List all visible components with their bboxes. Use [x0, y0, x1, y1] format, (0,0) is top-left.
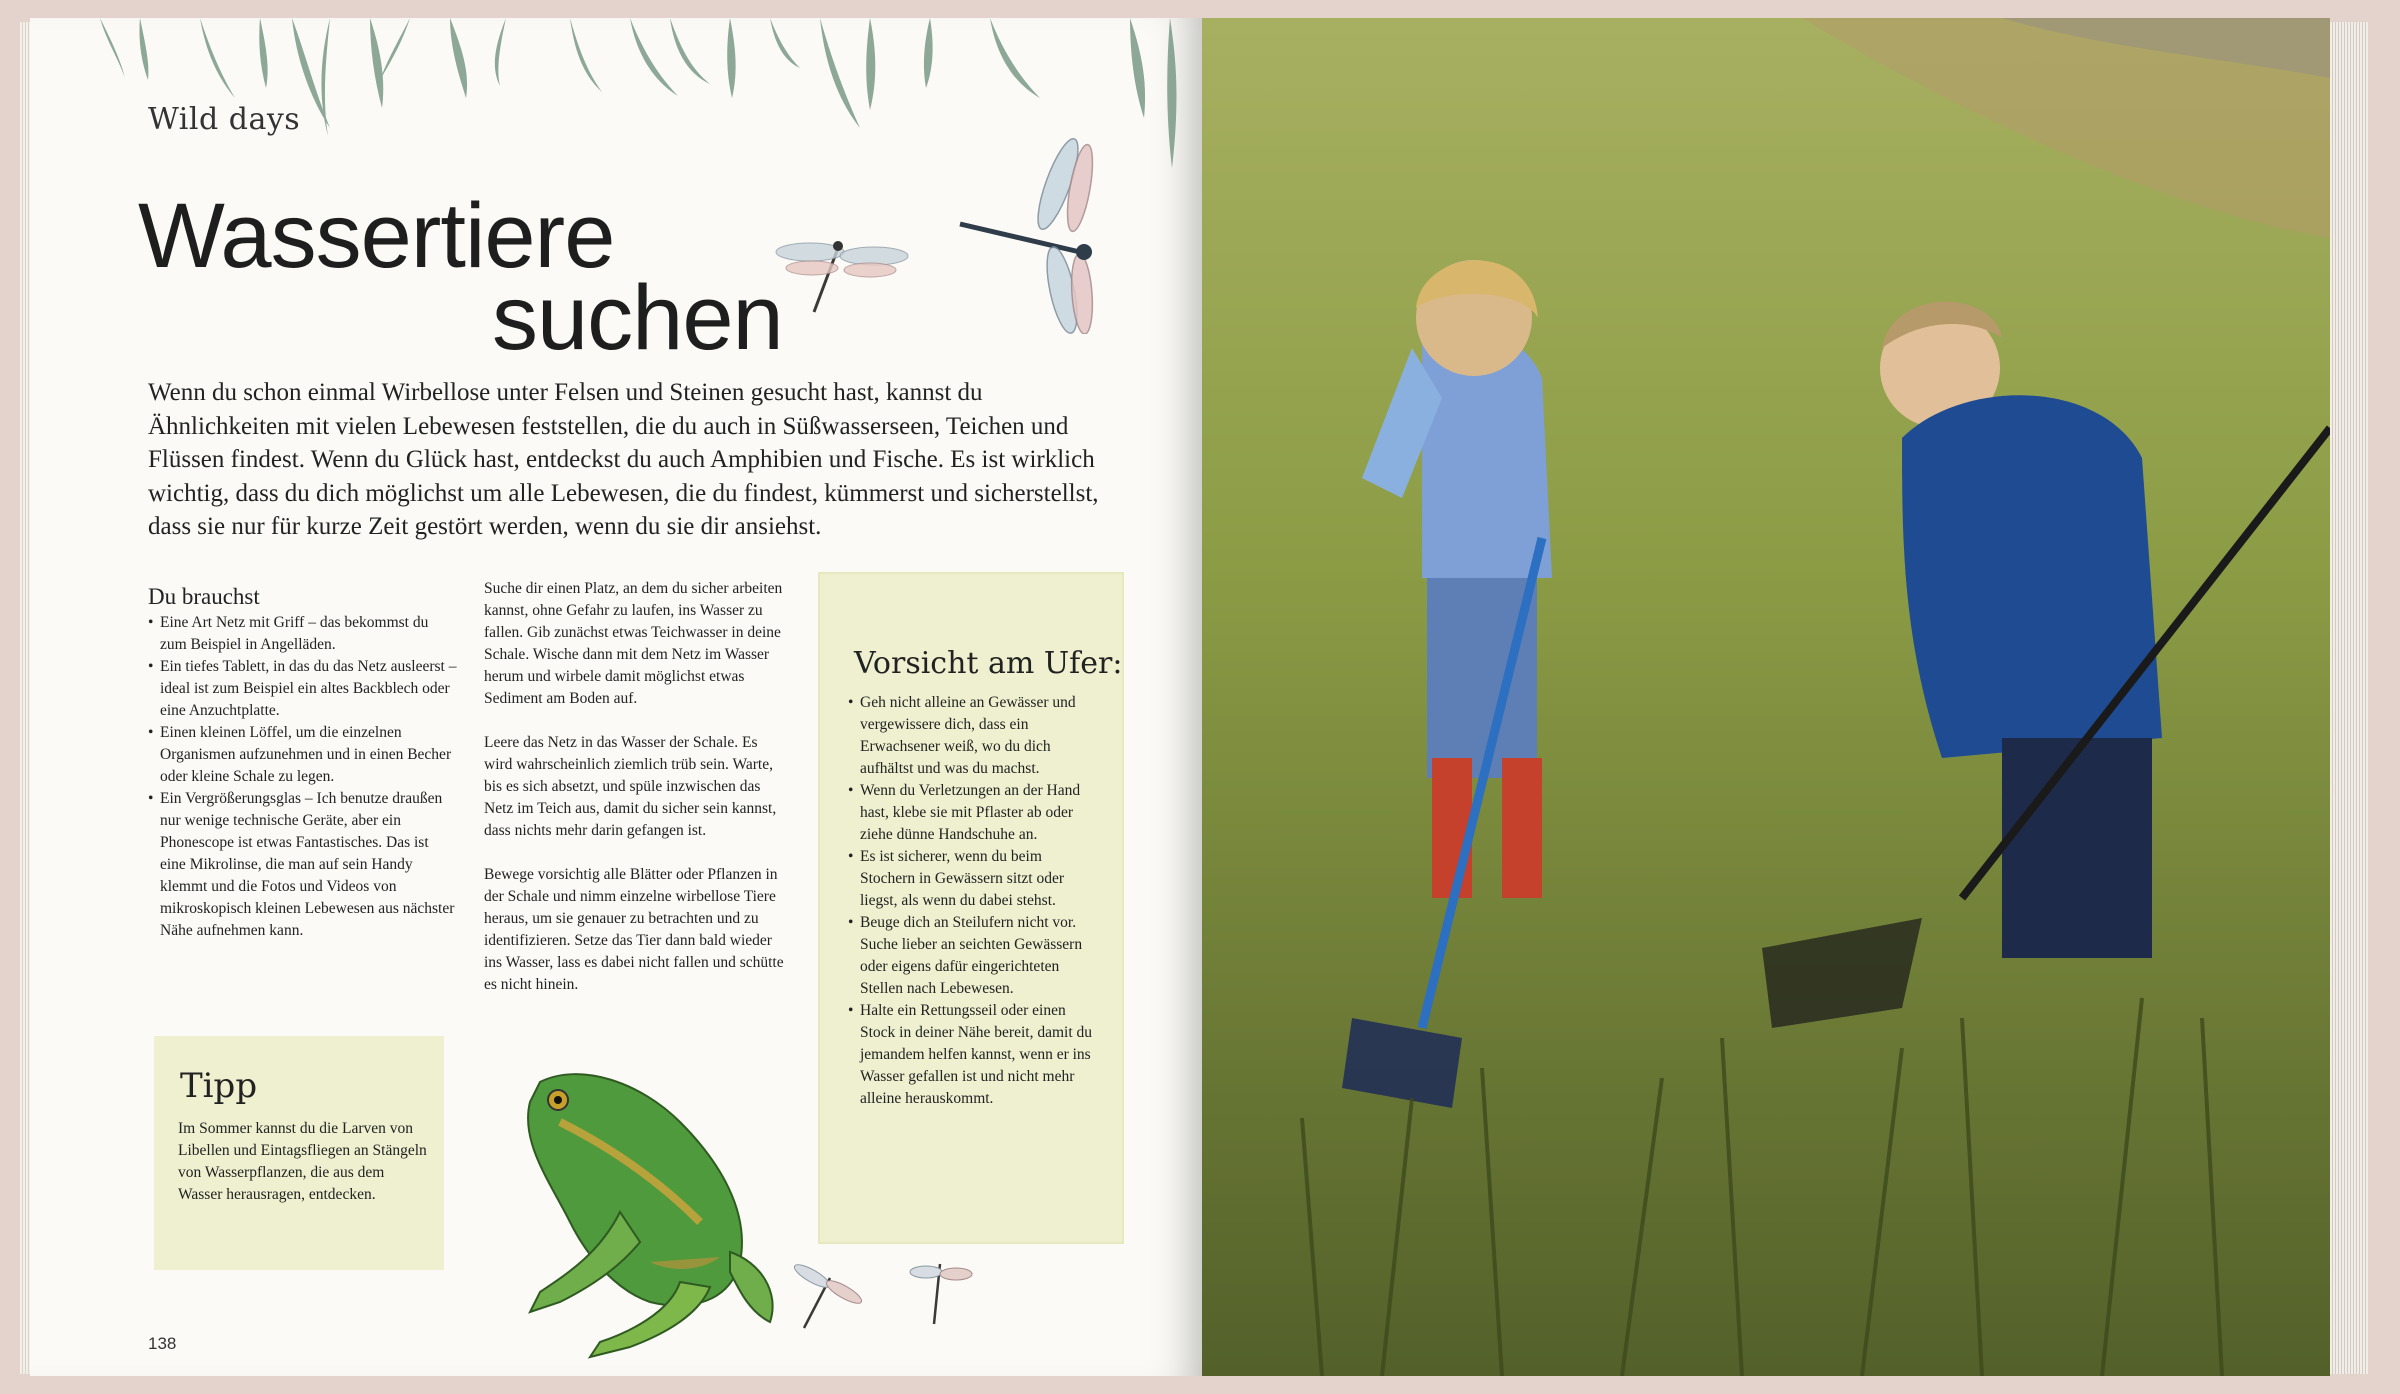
list-item: • Ein tiefes Tablett, in das du das Netz ausleerst – ideal ist zum Beispiel ein altes Backblech oder eine Anzuchtplatte. [148, 656, 458, 722]
frog-illustration [500, 1062, 800, 1362]
page-title-line1: Wassertiere [138, 185, 615, 287]
list-item: • Halte ein Rettungsseil oder einen Stock in deiner Nähe bereit, damit du jemandem helfen kannst, wenn er ins Wasser gefallen ist und nicht mehr alleine herauskommt. [848, 1000, 1100, 1110]
list-item: • Geh nicht alleine an Gewässer und vergewissere dich, dass ein Erwachsener weiß, wo du dich aufhältst und was du machst. [848, 692, 1100, 780]
tip-text: Im Sommer kannst du die Larven von Libellen und Eintagsfliegen an Stängeln von Wasserpflanzen, die aus dem Wasser herausragen, entdecken. [178, 1120, 427, 1203]
needs-list [148, 612, 458, 942]
left-page [30, 18, 1202, 1376]
tiny-dragonfly-icon [906, 1244, 976, 1334]
tip-heading: Tipp [180, 1066, 258, 1106]
list-item: • Beuge dich an Steilufern nicht vor. Suche lieber an seichten Gewässern oder eigens dafür eingerichteten Stellen nach Lebewesen. [848, 912, 1100, 1000]
dragonfly-large-icon [940, 114, 1110, 334]
needs-heading: Du brauchst [148, 584, 260, 609]
step-paragraph: Leere das Netz in das Wasser der Schale. Es wird wahrscheinlich ziemlich trüb sein. Warte, bis es sich absetzt, und spüle inzwischen das Netz im Teich aus, damit du sicher sein kannst, dass nichts mehr darin gefangen ist. [484, 734, 777, 839]
running-head: Wild days [148, 102, 301, 137]
tip-panel [154, 1036, 444, 1270]
caution-list [848, 692, 1100, 1110]
step-paragraph: Suche dir einen Platz, an dem du sicher arbeiten kannst, ohne Gefahr zu laufen, ins Wasser zu fallen. Gib zunächst etwas Teichwasser in deine Schale. Wische dann mit dem Netz im Wasser herum und wirbele damit möglichst etwas Sediment am Boden auf. [484, 580, 783, 707]
caution-panel [818, 572, 1124, 1244]
steps-column [484, 578, 784, 1018]
dragonfly-icon [774, 212, 914, 322]
page-title-line2: suchen [492, 267, 783, 369]
list-item: • Eine Art Netz mit Griff – das bekommst du zum Beispiel in Angelläden. [148, 612, 458, 656]
list-item: • Wenn du Verletzungen an der Hand hast, klebe sie mit Pflaster ab oder ziehe dünne Handschuhe an. [848, 780, 1100, 846]
page-edges-right [2330, 22, 2368, 1374]
children-pond-dipping-photo [1202, 18, 2330, 1376]
page-number: 138 [148, 1334, 177, 1353]
list-item: • Es ist sicherer, wenn du beim Stochern in Gewässern sitzt oder liegst, als wenn du dabei stehst. [848, 846, 1100, 912]
list-item: • Einen kleinen Löffel, um die einzelnen Organismen aufzunehmen und in einen Becher oder kleine Schale zu legen. [148, 722, 458, 788]
list-item: • Ein Vergrößerungsglas – Ich benutze draußen nur wenige technische Geräte, aber ein Phonescope ist etwas Fantastisches. Das ist eine Mikrolinse, die man auf sein Handy klemmt und die Fotos und Videos von mikroskopisch kleinen Lebewesen aus nächster Nähe aufnehmen kann. [148, 788, 458, 942]
intro-paragraph: Wenn du schon einmal Wirbellose unter Felsen und Steinen gesucht hast, kannst du Ähnlichkeiten mit vielen Lebewesen feststellen, die du auch in Süßwasserseen, Teichen und Flüssen findest. Wenn du Glück hast, entdeckst du auch Amphibien und Fische. Es ist wirklich wichtig, dass du dich möglichst um alle Lebewesen, die du findest, kümmerst und sicherstellst, dass sie nur für kurze Zeit gestört werden, wenn du sie dir ansiehst. [148, 379, 1099, 540]
step-paragraph: Bewege vorsichtig alle Blätter oder Pflanzen in der Schale und nimm einzelne wirbellose Tiere heraus, um sie genauer zu betrachten und zu identifizieren. Setze das Tier dann bald wieder ins Wasser, lass es dabei nicht fallen und schütte es nicht hinein. [484, 866, 784, 993]
caution-heading: Vorsicht am Ufer: [854, 646, 1123, 681]
right-page-photo [1202, 18, 2330, 1376]
